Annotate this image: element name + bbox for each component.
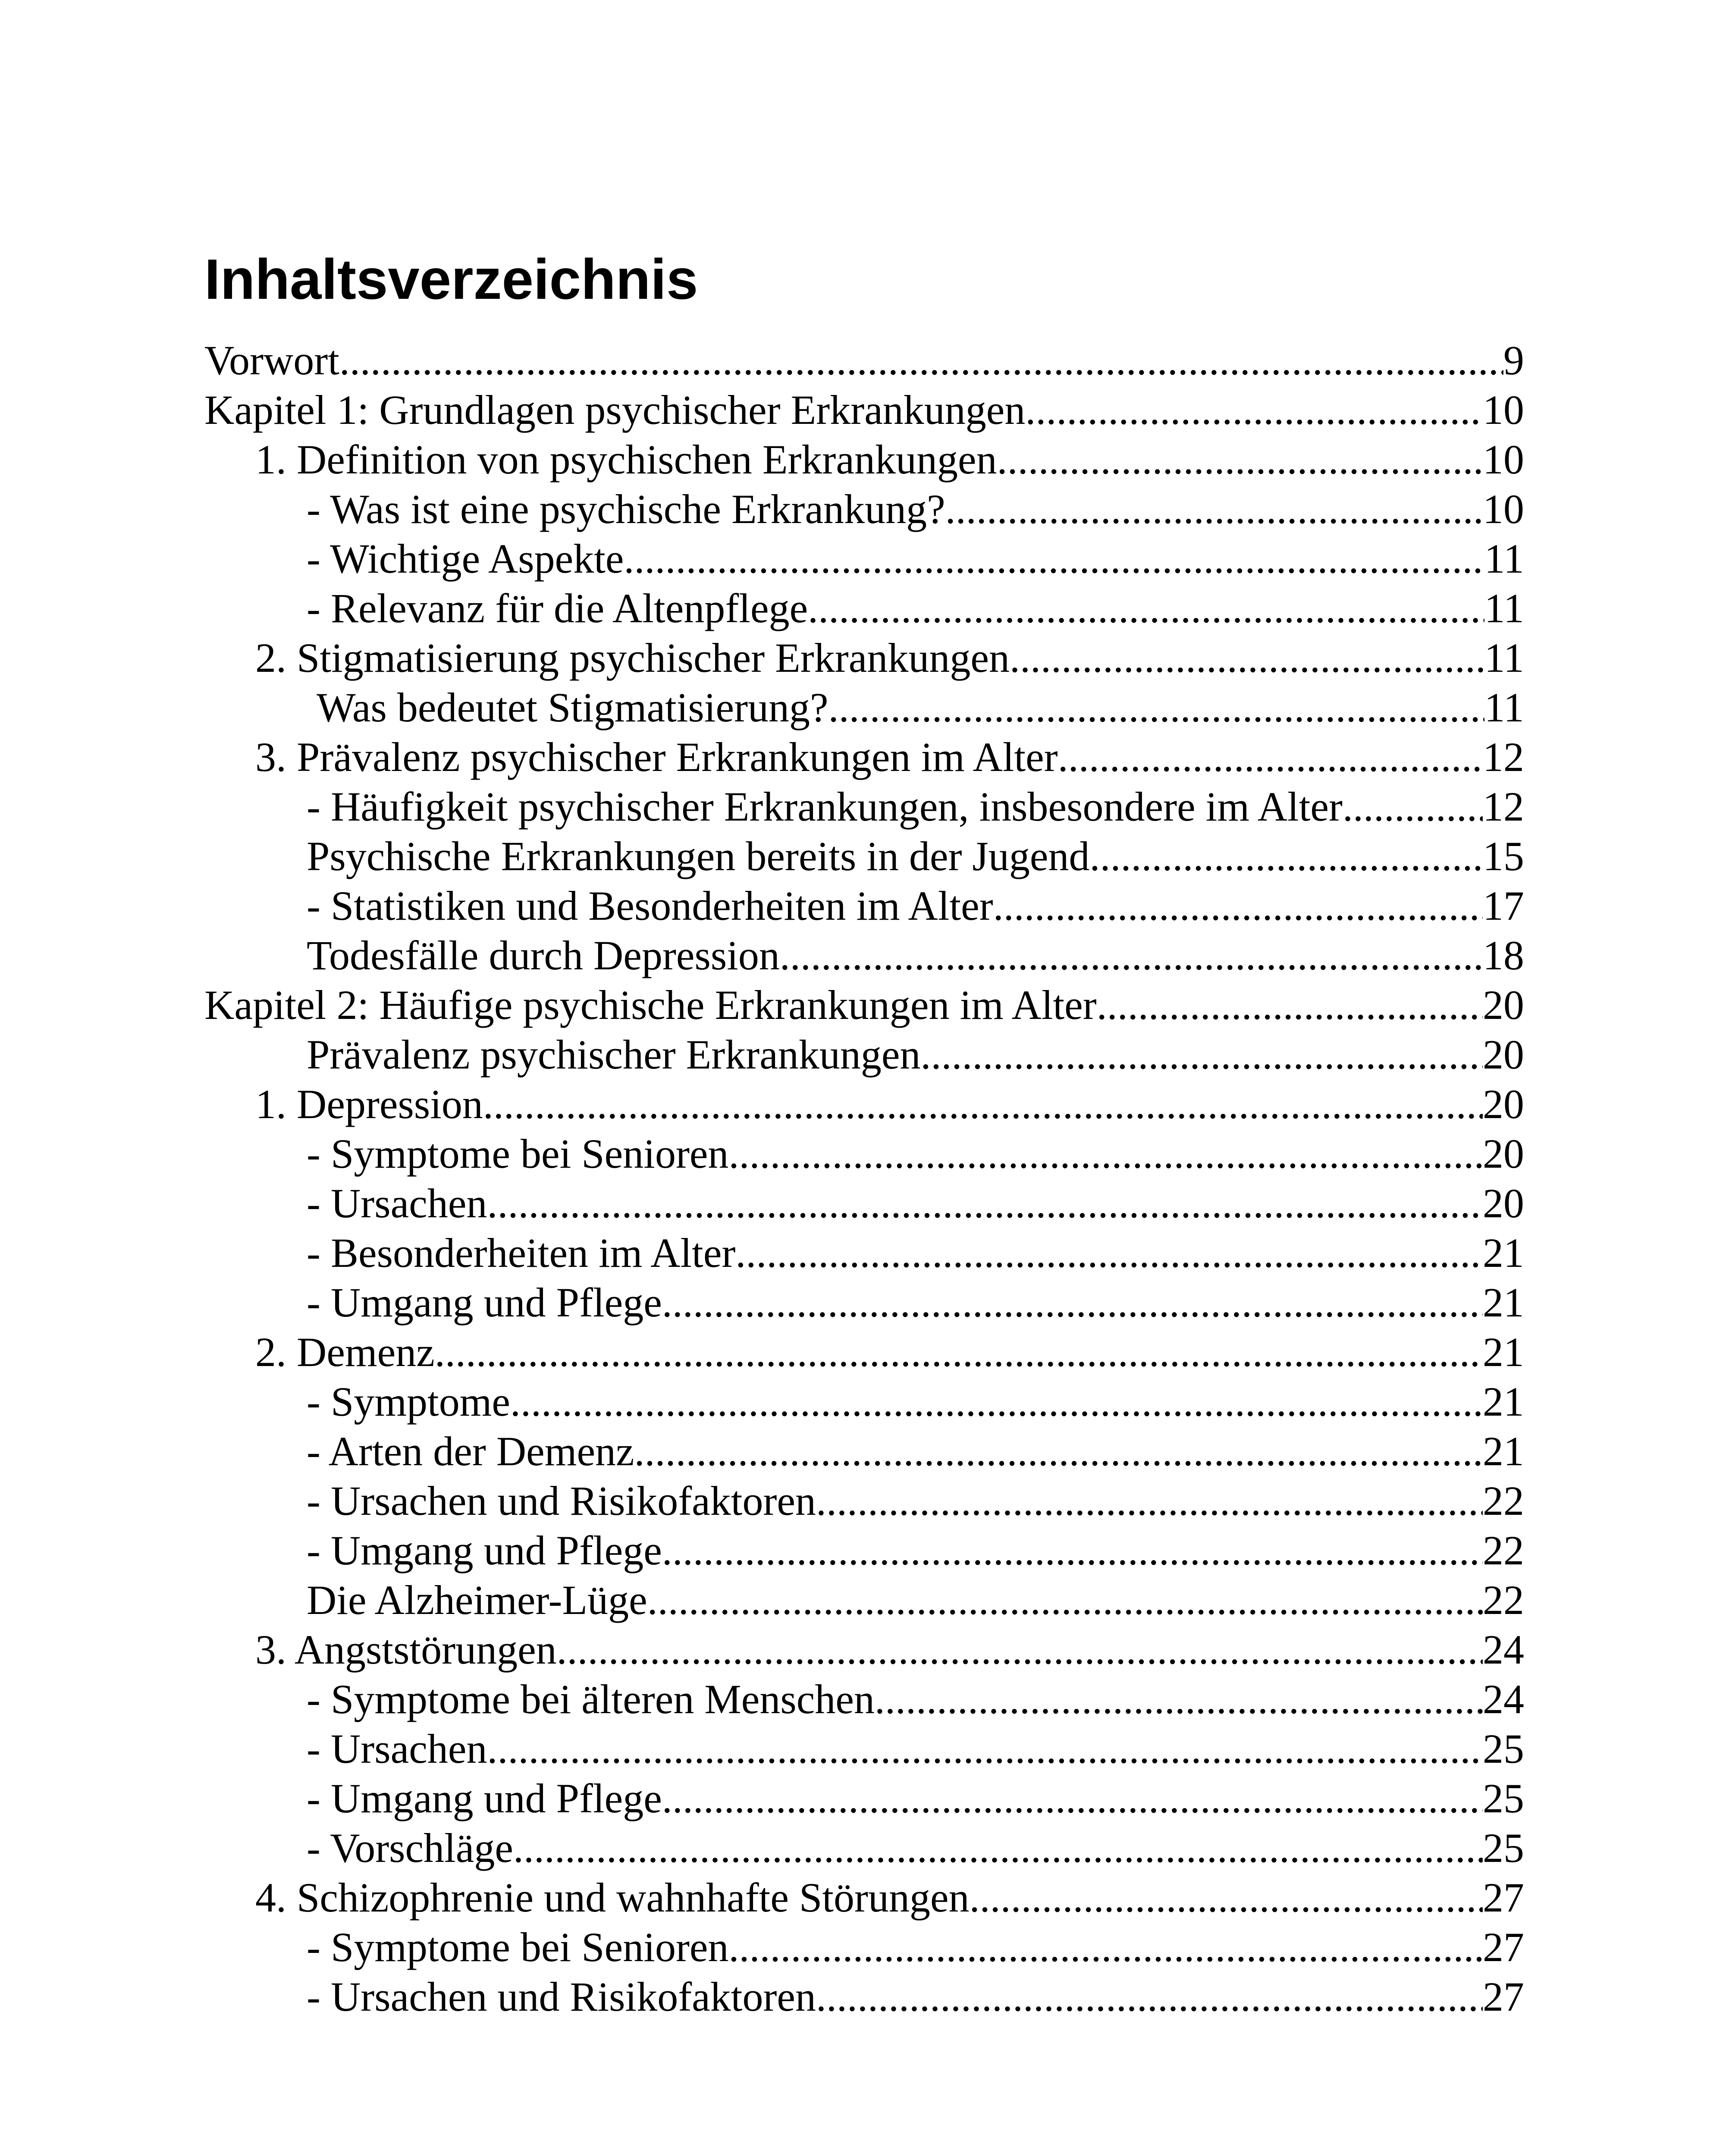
toc-entry-label: - Relevanz für die Altenpflege bbox=[307, 585, 808, 631]
page-title: Inhaltsverzeichnis bbox=[204, 248, 698, 311]
toc-dot-leader bbox=[510, 1377, 1483, 1426]
toc-page-number: 11 bbox=[1484, 585, 1524, 631]
toc-entry-label: Die Alzheimer-Lüge bbox=[307, 1577, 647, 1623]
toc-entry[interactable] bbox=[204, 1823, 1524, 1873]
toc-dot-leader bbox=[662, 1278, 1483, 1327]
toc-entry-label: - Ursachen bbox=[307, 1180, 487, 1226]
toc-page-number: 12 bbox=[1483, 734, 1524, 780]
toc-entry[interactable] bbox=[204, 1575, 1524, 1625]
toc-entry-label: Todesfälle durch Depression bbox=[307, 932, 780, 978]
toc-entry[interactable] bbox=[204, 1327, 1524, 1377]
toc-entry[interactable] bbox=[204, 435, 1524, 484]
toc-entry[interactable] bbox=[204, 881, 1524, 931]
toc-page-number: 27 bbox=[1483, 1974, 1524, 2020]
toc-dot-leader bbox=[1025, 385, 1483, 435]
toc-dot-leader bbox=[816, 1972, 1483, 2021]
toc-entry-label: 2. Demenz bbox=[255, 1329, 435, 1375]
toc-page-number: 20 bbox=[1483, 1180, 1524, 1226]
toc-entry[interactable] bbox=[204, 1079, 1524, 1129]
toc-entry[interactable] bbox=[204, 683, 1524, 732]
toc-dot-leader bbox=[808, 583, 1484, 633]
toc-page-number: 11 bbox=[1484, 635, 1524, 681]
toc-page-number: 10 bbox=[1483, 436, 1524, 483]
toc-page-number: 9 bbox=[1503, 337, 1524, 383]
toc-page-number: 22 bbox=[1483, 1527, 1524, 1573]
toc-entry-label: Kapitel 1: Grundlagen psychischer Erkrankungen bbox=[204, 387, 1026, 433]
toc-dot-leader bbox=[1010, 633, 1484, 683]
toc-entry[interactable] bbox=[204, 534, 1524, 583]
toc-entry-label: 4. Schizophrenie und wahnhafte Störungen bbox=[255, 1874, 970, 1921]
toc-entry-label: - Ursachen und Risikofaktoren bbox=[307, 1974, 816, 2020]
toc-dot-leader bbox=[780, 931, 1483, 980]
toc-entry-label: 1. Definition von psychischen Erkrankungen bbox=[255, 436, 997, 483]
toc-entry[interactable] bbox=[204, 1476, 1524, 1526]
toc-dot-leader bbox=[735, 1228, 1483, 1278]
toc-page-number: 25 bbox=[1483, 1726, 1524, 1772]
toc-entry[interactable] bbox=[204, 1228, 1524, 1278]
toc-page-number: 24 bbox=[1483, 1626, 1524, 1673]
toc-dot-leader bbox=[828, 683, 1484, 732]
toc-entry-label: - Symptome bei Senioren bbox=[307, 1131, 729, 1177]
toc-page-number: 21 bbox=[1483, 1230, 1524, 1276]
table-of-contents bbox=[204, 335, 1524, 2021]
toc-entry-label: Prävalenz psychischer Erkrankungen bbox=[307, 1031, 921, 1078]
toc-entry[interactable] bbox=[204, 1922, 1524, 1972]
toc-page-number: 27 bbox=[1483, 1874, 1524, 1921]
toc-entry-label: - Symptome bei älteren Menschen bbox=[307, 1676, 875, 1722]
toc-entry-label: - Wichtige Aspekte bbox=[307, 536, 624, 582]
toc-entry-label: - Statistiken und Besonderheiten im Alter bbox=[307, 883, 993, 929]
toc-page-number: 11 bbox=[1484, 684, 1524, 730]
toc-page-number: 20 bbox=[1483, 1081, 1524, 1127]
toc-page-number: 22 bbox=[1483, 1478, 1524, 1524]
toc-entry[interactable] bbox=[204, 1625, 1524, 1674]
toc-dot-leader bbox=[970, 1873, 1483, 1922]
toc-entry-label: Kapitel 2: Häufige psychische Erkrankungen im Alter bbox=[204, 982, 1097, 1028]
toc-page-number: 27 bbox=[1483, 1924, 1524, 1970]
toc-page-number: 20 bbox=[1483, 982, 1524, 1028]
toc-dot-leader bbox=[1097, 980, 1483, 1030]
toc-dot-leader bbox=[487, 1178, 1483, 1228]
toc-entry[interactable] bbox=[204, 1873, 1524, 1922]
toc-page-number: 20 bbox=[1483, 1131, 1524, 1177]
toc-page-number: 15 bbox=[1483, 833, 1524, 879]
toc-entry[interactable] bbox=[204, 1030, 1524, 1079]
toc-dot-leader bbox=[1058, 732, 1483, 782]
toc-dot-leader bbox=[1090, 831, 1483, 881]
toc-entry-label: Was bedeutet Stigmatisierung? bbox=[317, 684, 828, 730]
toc-entry-label: 3. Prävalenz psychischer Erkrankungen im Alter bbox=[255, 734, 1058, 780]
toc-dot-leader bbox=[1343, 782, 1483, 831]
toc-entry-label: - Umgang und Pflege bbox=[307, 1279, 662, 1326]
toc-dot-leader bbox=[997, 435, 1483, 484]
toc-entry[interactable] bbox=[204, 782, 1524, 831]
toc-entry[interactable] bbox=[204, 1724, 1524, 1774]
toc-dot-leader bbox=[557, 1625, 1483, 1674]
toc-dot-leader bbox=[339, 335, 1503, 385]
toc-dot-leader bbox=[729, 1922, 1483, 1972]
toc-entry[interactable] bbox=[204, 931, 1524, 980]
toc-page-number: 25 bbox=[1483, 1775, 1524, 1821]
toc-dot-leader bbox=[483, 1079, 1483, 1129]
toc-entry[interactable] bbox=[204, 633, 1524, 683]
toc-entry-label: 3. Angststörungen bbox=[255, 1626, 557, 1673]
toc-entry[interactable] bbox=[204, 1972, 1524, 2021]
toc-page-number: 25 bbox=[1483, 1825, 1524, 1871]
toc-dot-leader bbox=[875, 1674, 1483, 1724]
toc-entry-label: 1. Depression bbox=[255, 1081, 483, 1127]
toc-entry-label: 2. Stigmatisierung psychischer Erkrankungen bbox=[255, 635, 1010, 681]
toc-entry-label: - Arten der Demenz bbox=[307, 1428, 634, 1474]
toc-entry[interactable] bbox=[204, 335, 1524, 385]
toc-dot-leader bbox=[624, 534, 1484, 583]
toc-entry[interactable] bbox=[204, 583, 1524, 633]
toc-entry[interactable] bbox=[204, 1674, 1524, 1724]
toc-dot-leader bbox=[487, 1724, 1483, 1774]
toc-entry-label: - Ursachen und Risikofaktoren bbox=[307, 1478, 816, 1524]
toc-page-number: 11 bbox=[1484, 536, 1524, 582]
toc-dot-leader bbox=[435, 1327, 1483, 1377]
toc-dot-leader bbox=[920, 1030, 1483, 1079]
toc-page-number: 21 bbox=[1483, 1279, 1524, 1326]
toc-entry[interactable] bbox=[204, 484, 1524, 534]
toc-entry-label: - Umgang und Pflege bbox=[307, 1527, 662, 1573]
toc-page-number: 22 bbox=[1483, 1577, 1524, 1623]
toc-entry-label: - Symptome bei Senioren bbox=[307, 1924, 729, 1970]
toc-page-number: 18 bbox=[1483, 932, 1524, 978]
toc-dot-leader bbox=[513, 1823, 1483, 1873]
toc-entry-label: - Was ist eine psychische Erkrankung? bbox=[307, 486, 945, 532]
toc-entry[interactable] bbox=[204, 1377, 1524, 1426]
toc-entry-label: - Häufigkeit psychischer Erkrankungen, insbesondere im Alter bbox=[307, 783, 1343, 830]
toc-entry-label: - Umgang und Pflege bbox=[307, 1775, 662, 1821]
toc-entry[interactable] bbox=[204, 1426, 1524, 1476]
toc-dot-leader bbox=[662, 1526, 1483, 1575]
toc-page-number: 12 bbox=[1483, 783, 1524, 830]
toc-page-number: 10 bbox=[1483, 387, 1524, 433]
toc-entry-label: - Besonderheiten im Alter bbox=[307, 1230, 736, 1276]
toc-page-number: 20 bbox=[1483, 1031, 1524, 1078]
toc-entry[interactable] bbox=[204, 385, 1524, 435]
toc-entry-label: - Symptome bbox=[307, 1379, 510, 1425]
toc-dot-leader bbox=[945, 484, 1483, 534]
toc-entry-label: Vorwort bbox=[204, 337, 339, 383]
toc-entry[interactable] bbox=[204, 732, 1524, 782]
toc-entry[interactable] bbox=[204, 831, 1524, 881]
toc-page-number: 21 bbox=[1483, 1329, 1524, 1375]
toc-entry-label: Psychische Erkrankungen bereits in der Jugend bbox=[307, 833, 1090, 879]
toc-page-number: 10 bbox=[1483, 486, 1524, 532]
toc-dot-leader bbox=[729, 1129, 1483, 1178]
toc-dot-leader bbox=[816, 1476, 1483, 1526]
toc-entry-label: - Vorschläge bbox=[307, 1825, 514, 1871]
toc-page-number: 17 bbox=[1483, 883, 1524, 929]
toc-entry[interactable] bbox=[204, 1526, 1524, 1575]
toc-page-number: 24 bbox=[1483, 1676, 1524, 1722]
toc-entry[interactable] bbox=[204, 1774, 1524, 1823]
toc-entry[interactable] bbox=[204, 980, 1524, 1030]
toc-page-number: 21 bbox=[1483, 1428, 1524, 1474]
toc-dot-leader bbox=[634, 1426, 1483, 1476]
toc-dot-leader bbox=[647, 1575, 1483, 1625]
toc-entry[interactable] bbox=[204, 1178, 1524, 1228]
toc-page-number: 21 bbox=[1483, 1379, 1524, 1425]
toc-dot-leader bbox=[662, 1774, 1483, 1823]
toc-dot-leader bbox=[993, 881, 1483, 931]
toc-entry[interactable] bbox=[204, 1129, 1524, 1178]
toc-entry-label: - Ursachen bbox=[307, 1726, 487, 1772]
toc-entry[interactable] bbox=[204, 1278, 1524, 1327]
